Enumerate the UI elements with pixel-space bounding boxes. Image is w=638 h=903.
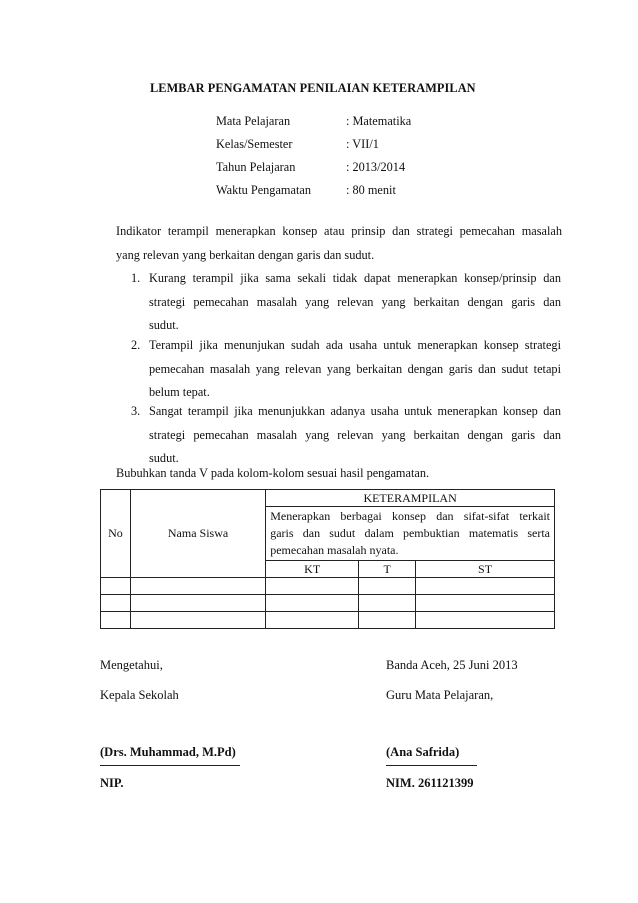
criteria-item-1 xyxy=(149,267,561,338)
table-cell[interactable] xyxy=(359,578,416,595)
meta-label-subject: Mata Pelajaran xyxy=(216,114,291,128)
table-header-st: ST xyxy=(416,561,555,578)
table-cell[interactable] xyxy=(359,612,416,629)
teacher-name: (Ana Safrida) xyxy=(386,745,460,759)
table-row xyxy=(101,595,555,612)
table-header-name: Nama Siswa xyxy=(130,490,265,578)
meta-label-class: Kelas/Semester xyxy=(216,137,293,151)
table-cell[interactable] xyxy=(130,578,265,595)
table-cell[interactable] xyxy=(266,595,359,612)
page-title: LEMBAR PENGAMATAN PENILAIAN KETERAMPILAN xyxy=(150,81,476,95)
table-header-skill: KETERAMPILAN xyxy=(266,490,555,507)
table-row xyxy=(101,612,555,629)
meta-label-time: Waktu Pengamatan xyxy=(216,183,311,197)
teacher-id: NIM. 261121399 xyxy=(386,776,474,790)
indicator-paragraph xyxy=(116,220,562,267)
table-row xyxy=(101,578,555,595)
criteria-1-line-2: strategi pemecahan masalah yang relevan yang berkaitan dengan garis dan xyxy=(149,294,561,309)
instruction-text: Bubuhkan tanda V pada kolom-kolom sesuai hasil pengamatan. xyxy=(116,466,430,480)
table-skill-description xyxy=(266,507,555,561)
meta-label-year: Tahun Pelajaran xyxy=(216,160,296,174)
table-header-kt: KT xyxy=(266,561,359,578)
table-cell[interactable] xyxy=(130,612,265,629)
table-cell[interactable] xyxy=(416,578,555,595)
criteria-2-line-2: pemecahan masalah yang relevan yang berkaitan dengan garis dan sudut tetapi xyxy=(149,361,561,376)
table-header-no: No xyxy=(101,490,131,578)
table-cell[interactable] xyxy=(101,612,131,629)
criteria-3-line-2: strategi pemecahan masalah yang relevan yang berkaitan dengan garis dan xyxy=(149,427,561,442)
principal-id: NIP. xyxy=(100,776,124,790)
meta-value-year: : 2013/2014 xyxy=(346,160,406,174)
meta-value-class: : VII/1 xyxy=(346,137,379,151)
table-cell[interactable] xyxy=(416,612,555,629)
criteria-1-line-3: sudut. xyxy=(149,318,179,332)
criteria-2-line-1: Terampil jika menunjukan sudah ada usaha untuk menerapkan konsep strategi xyxy=(149,338,561,352)
skill-description-line-1: Menerapkan berbagai konsep dan sifat-sifat terkait xyxy=(270,509,550,523)
principal-underline xyxy=(100,765,240,766)
meta-value-subject: : Matematika xyxy=(346,114,412,128)
table-cell[interactable] xyxy=(266,612,359,629)
criteria-3-line-1: Sangat terampil jika menunjukkan adanya usaha untuk menerapkan konsep dan xyxy=(149,404,561,418)
table-cell[interactable] xyxy=(130,595,265,612)
criteria-item-2 xyxy=(149,334,561,405)
indicator-line-2: yang relevan yang berkaitan dengan garis dan sudut. xyxy=(116,247,375,262)
indicator-line-1: Indikator terampil menerapkan konsep atau prinsip dan strategi pemecahan masalah xyxy=(116,224,562,238)
skill-description-line-3: pemecahan masalah nyata. xyxy=(270,543,399,557)
criteria-3-line-3: sudut. xyxy=(149,451,179,465)
criteria-item-3 xyxy=(149,400,561,471)
table-header-t: T xyxy=(359,561,416,578)
observation-table xyxy=(100,489,555,629)
criteria-number-3: 3. xyxy=(131,404,141,418)
principal-name: (Drs. Muhammad, M.Pd) xyxy=(100,745,236,759)
table-cell[interactable] xyxy=(359,595,416,612)
table-cell[interactable] xyxy=(416,595,555,612)
criteria-1-line-1: Kurang terampil jika sama sekali tidak dapat menerapkan konsep/prinsip dan xyxy=(149,271,561,285)
place-date: Banda Aceh, 25 Juni 2013 xyxy=(386,658,518,672)
teacher-title: Guru Mata Pelajaran, xyxy=(386,688,494,702)
skill-description-line-2: garis dan sudut dalam pembuktian matematis serta xyxy=(270,526,550,540)
acknowledged-label: Mengetahui, xyxy=(100,658,163,672)
criteria-number-2: 2. xyxy=(131,338,141,352)
teacher-underline xyxy=(386,765,477,766)
table-cell[interactable] xyxy=(101,578,131,595)
meta-value-time: : 80 menit xyxy=(346,183,396,197)
table-cell[interactable] xyxy=(101,595,131,612)
principal-title: Kepala Sekolah xyxy=(100,688,179,702)
criteria-number-1: 1. xyxy=(131,271,141,285)
table-cell[interactable] xyxy=(266,578,359,595)
criteria-2-line-3: belum tepat. xyxy=(149,385,210,399)
